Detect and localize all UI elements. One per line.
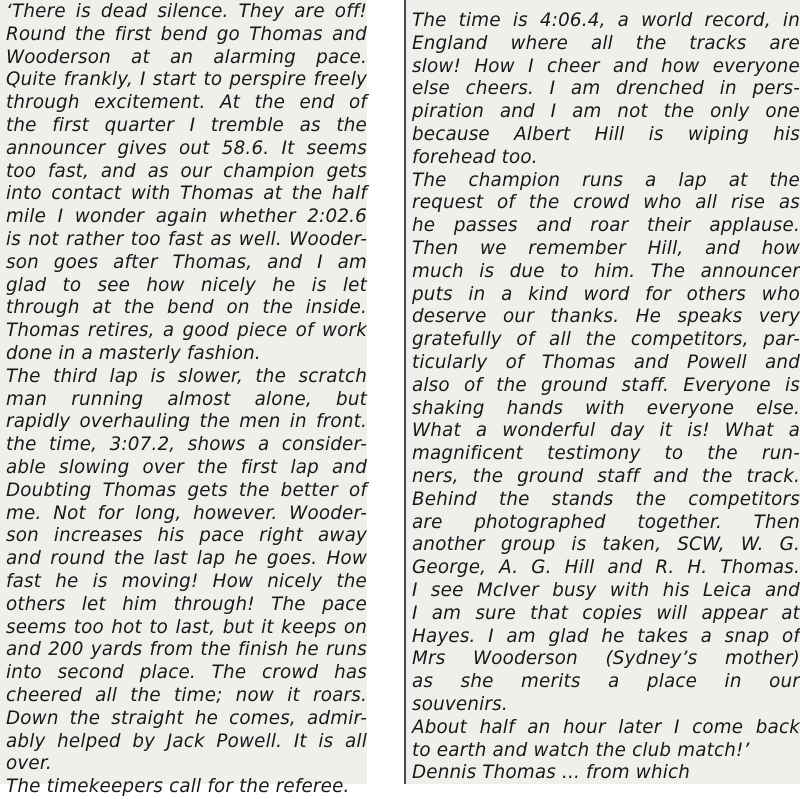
text-line: What a wonderful day it is! What a — [412, 420, 800, 442]
text-line: me. Not for long, however. Wooder- — [6, 502, 367, 524]
text-line: I see McIver busy with his Leica and — [412, 579, 800, 601]
text-line: Hayes. I am glad he takes a snap of — [412, 625, 800, 647]
text-line: magnificent testimony to the run- — [412, 443, 800, 465]
text-line: the first quarter I tremble as the — [6, 114, 367, 136]
text-line: Then we remember Hill, and how — [412, 237, 800, 259]
text-line: Behind the stands the competitors — [412, 488, 800, 510]
text-line: are photographed together. Then — [412, 511, 800, 533]
text-line: else cheers. I am drenched in pers- — [412, 78, 800, 100]
text-line: Down the straight he comes, admir- — [6, 707, 367, 729]
text-line: another group is taken, SCW, W. G. — [412, 534, 800, 556]
text-line: England where all the tracks are — [412, 32, 800, 54]
text-line: George, A. G. Hill and R. H. Thomas. — [412, 557, 800, 579]
right-text-column — [404, 0, 800, 784]
text-line: puts in a kind word for others who — [412, 283, 800, 305]
right-text-block — [412, 0, 800, 785]
text-line: rapidly overhauling the men in front. — [6, 411, 367, 433]
text-line: too fast, and as our champion gets — [6, 160, 367, 182]
text-line: over. — [6, 753, 52, 775]
text-line: able slowing over the first lap and — [6, 456, 367, 478]
text-line: Round the first bend go Thomas and — [6, 23, 367, 45]
text-line: The time is 4:06.4, a world record, in — [412, 10, 800, 31]
text-line: Mrs Wooderson (Sydney’s mother) — [412, 648, 800, 670]
text-line: done in a masterly fashion. — [6, 342, 261, 364]
text-line: into second place. The crowd has — [6, 662, 367, 684]
text-line: ticularly of Thomas and Powell and — [412, 351, 800, 373]
text-line: son goes after Thomas, and I am — [6, 251, 367, 273]
text-line: I am sure that copies will appear at — [412, 602, 800, 624]
text-line: he passes and roar their applause. — [412, 215, 800, 237]
text-line: piration and I am not the only one — [412, 101, 800, 123]
text-line: The champion runs a lap at the — [412, 169, 800, 191]
text-line: others let him through! The pace — [6, 593, 367, 615]
text-line: mile I wonder again whether 2:02.6 — [6, 206, 367, 228]
text-line: the time, 3:07.2, shows a consider- — [6, 434, 367, 456]
text-line: The timekeepers call for the referee. — [6, 776, 350, 798]
text-line: cheered all the time; now it roars. — [6, 684, 367, 706]
text-line: forehead too. — [412, 146, 538, 168]
text-line: son increases his pace right away — [6, 525, 367, 547]
text-line: request of the crowd who all rise as — [412, 192, 800, 214]
text-line: slow! How I cheer and how everyone — [412, 55, 800, 77]
text-line: About half an hour later I come back — [412, 716, 800, 738]
text-line: ‘There is dead silence. They are off! — [6, 1, 367, 22]
text-line: Dennis Thomas ... from which — [412, 762, 691, 784]
text-line: is not rather too fast as well. Wooder- — [6, 228, 367, 250]
text-line: ably helped by Jack Powell. It is all — [6, 730, 367, 752]
text-line: through excitement. At the end of — [6, 92, 367, 114]
left-text-column — [0, 0, 367, 798]
text-line: ners, the ground staff and the track. — [412, 465, 800, 487]
text-line: gratefully of all the competitors, par- — [412, 329, 800, 351]
text-line: seems too hot to last, but it keeps on — [6, 616, 367, 638]
text-line: The third lap is slower, the scratch — [6, 365, 367, 387]
left-text-block — [6, 0, 367, 799]
text-line: and round the last lap he goes. How — [6, 548, 367, 570]
text-line: Thomas retires, a good piece of work — [6, 320, 367, 342]
text-line: souvenirs. — [412, 693, 508, 715]
text-line: much is due to him. The announcer — [412, 260, 800, 282]
text-line: fast he is moving! How nicely the — [6, 570, 367, 592]
text-line: glad to see how nicely he is let — [6, 274, 367, 296]
text-line: into contact with Thomas at the half — [6, 183, 367, 205]
text-line: as she merits a place in our — [412, 671, 800, 693]
text-line: announcer gives out 58.6. It seems — [6, 137, 367, 159]
text-line: through at the bend on the inside. — [6, 297, 367, 319]
text-line: Quite frankly, I start to perspire freely — [6, 69, 367, 91]
text-line: and 200 yards from the finish he runs — [6, 639, 367, 661]
text-line: Doubting Thomas gets the better of — [6, 479, 367, 501]
text-line: to earth and watch the club match!’ — [412, 739, 750, 761]
text-line: deserve our thanks. He speaks very — [412, 306, 800, 328]
text-line: Wooderson at an alarming pace. — [6, 46, 367, 68]
text-line: shaking hands with everyone else. — [412, 397, 800, 419]
text-line: because Albert Hill is wiping his — [412, 123, 800, 145]
text-line: also of the ground staff. Everyone is — [412, 374, 800, 396]
text-line: man running almost alone, but — [6, 388, 367, 410]
